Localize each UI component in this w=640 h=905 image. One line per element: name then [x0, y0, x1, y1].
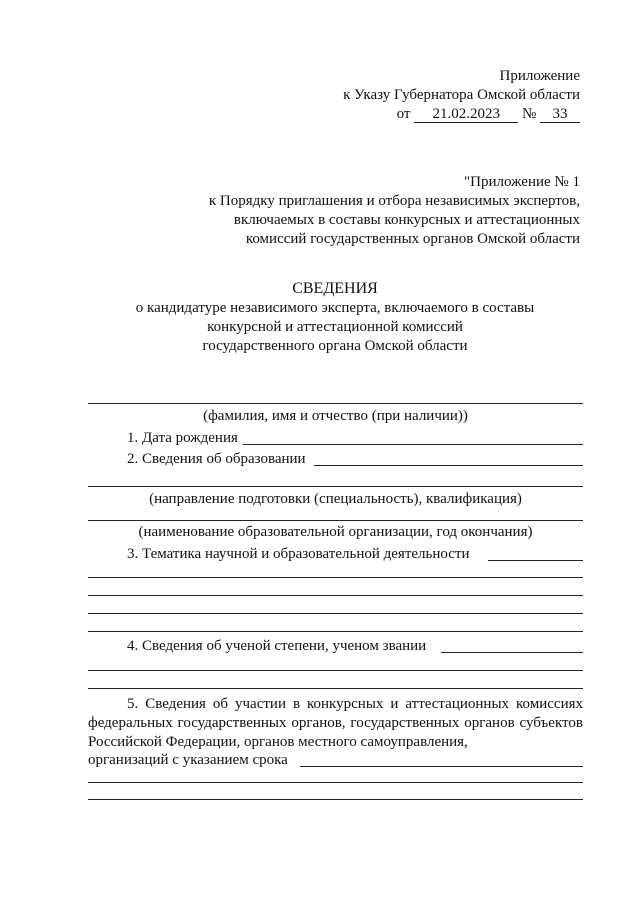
topics-blank-line-4	[88, 613, 583, 614]
degree-blank-line-1	[441, 652, 583, 653]
commissions-blank-line-1	[300, 766, 583, 767]
item-commissions-text: 5. Сведения об участии в конкурсных и аттестационных комиссиях федеральных государственных органов, государственных органов субъектов Российской Федерации, органов местного самоуправления,	[88, 696, 583, 750]
inner-appendix-line2: к Порядку приглашения и отбора независимых экспертов,	[208, 193, 580, 209]
topics-blank-line-2	[88, 577, 583, 578]
heading-line2: конкурсной и аттестационной комиссий	[207, 319, 463, 335]
topics-blank-line-1	[488, 560, 583, 561]
appendix-title: Приложение	[499, 68, 580, 84]
topics-blank-line-5	[88, 631, 583, 632]
appendix-decree: к Указу Губернатора Омской области	[343, 87, 580, 103]
item-birth-date-label: 1. Дата рождения	[127, 430, 238, 446]
number-label: №	[521, 106, 537, 122]
inner-appendix-line4: комиссий государственных органов Омской области	[245, 231, 580, 247]
item-topics-label: 3. Тематика научной и образовательной деятельности	[127, 546, 470, 562]
document-title: СВЕДЕНИЯ	[292, 280, 378, 297]
appendix-date-line	[397, 106, 580, 123]
direction-blank-line	[88, 486, 583, 487]
education-blank-line	[314, 465, 583, 466]
name-blank-line	[88, 403, 583, 404]
decree-date: 21.02.2023	[414, 107, 518, 123]
organization-blank-line	[88, 520, 583, 521]
commissions-blank-line-2	[88, 782, 583, 783]
topics-blank-line-3	[88, 595, 583, 596]
degree-blank-line-3	[88, 688, 583, 689]
degree-blank-line-2	[88, 670, 583, 671]
item-education-label: 2. Сведения об образовании	[127, 451, 306, 467]
inner-appendix-title: "Приложение № 1	[464, 174, 580, 190]
item-degree-label: 4. Сведения об ученой степени, ученом звании	[127, 638, 427, 654]
decree-number: 33	[540, 107, 580, 123]
name-caption: (фамилия, имя и отчество (при наличии))	[203, 408, 468, 424]
heading-line1: о кандидатуре независимого эксперта, включаемого в составы	[135, 300, 535, 316]
inner-appendix-line3: включаемых в составы конкурсных и аттестационных	[233, 212, 580, 228]
from-label: от	[396, 106, 411, 122]
birth-date-blank-line	[243, 444, 583, 445]
organization-caption: (наименование образовательной организации, год окончания)	[138, 524, 533, 540]
commissions-blank-line-3	[88, 799, 583, 800]
heading-line3: государственного органа Омской области	[202, 338, 468, 354]
item-commissions-tail: организаций с указанием срока	[88, 752, 288, 768]
direction-caption: (направление подготовки (специальность), квалификация)	[149, 491, 522, 507]
